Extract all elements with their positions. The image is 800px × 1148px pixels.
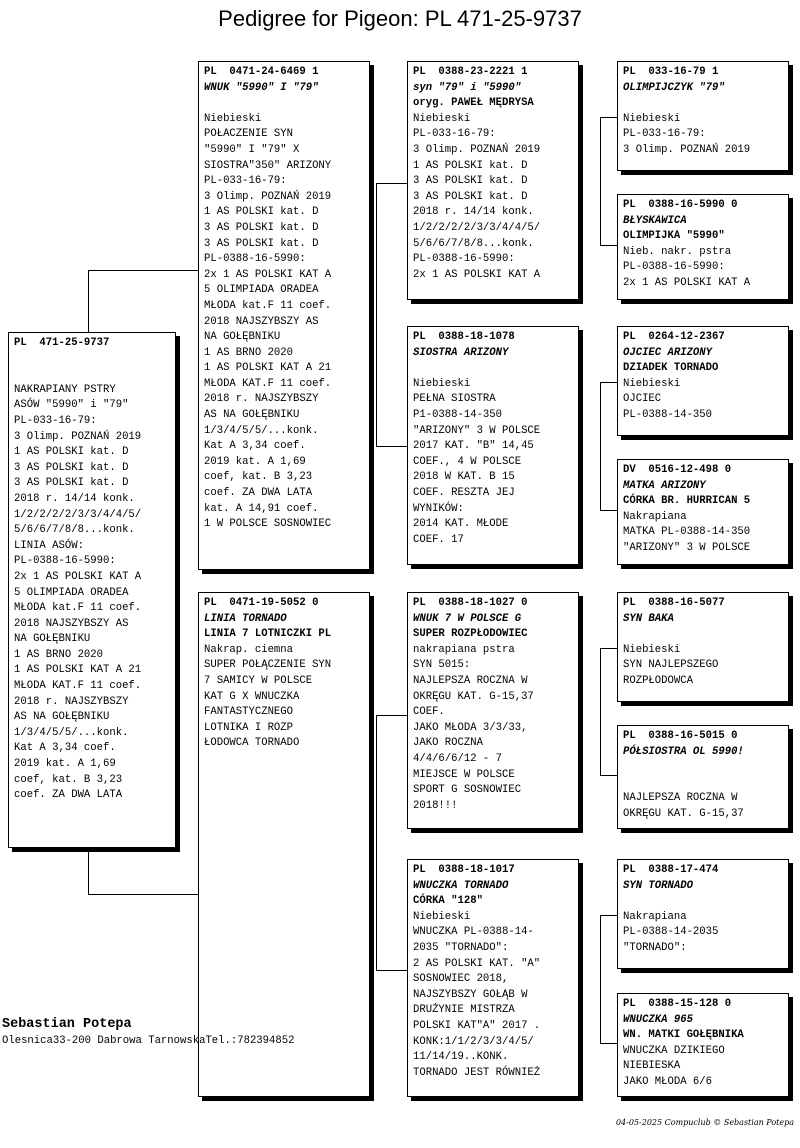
connector-line: [376, 183, 408, 184]
detail-line: 3 AS POLSKI kat. D: [14, 477, 129, 490]
detail-line: 2014 KAT. MŁODE: [413, 518, 509, 531]
detail-line: 3 AS POLSKI kat. D: [413, 175, 528, 188]
pigeon-name: BŁYSKAWICA: [623, 214, 687, 227]
connector-line: [376, 970, 408, 971]
card-details: [623, 894, 783, 956]
card-details: [623, 377, 783, 424]
detail-line: COEF.: [413, 706, 445, 719]
detail-line: [413, 361, 573, 377]
detail-line: [623, 776, 783, 792]
detail-line: Tel.:782394852: [205, 1035, 295, 1047]
detail-line: 3 AS POLSKI kat. D: [204, 237, 319, 250]
connector-line: [600, 117, 618, 118]
ring-number: PL 0388-18-1078: [413, 331, 515, 343]
card-details: [623, 760, 783, 822]
connector-line: [600, 915, 601, 1043]
connector-line: [376, 715, 408, 716]
ring-number: PL 471-25-9737: [14, 337, 110, 349]
detail-line: nakrapiana pstra: [413, 643, 515, 656]
detail-line: NAJSZYBSZY GOŁĄB W: [413, 988, 528, 1001]
detail-line: 3 AS POLSKI kat. D: [413, 190, 528, 203]
detail-line: 1 W POLSCE SOSNOWIEC: [204, 518, 332, 531]
detail-line: Niebieski: [623, 643, 681, 656]
footer-credit: 04-05-2025 Compuclub © Sebastian Potepa: [615, 1118, 794, 1127]
connector-line: [88, 894, 200, 895]
detail-line: POŁACZENIE SYN: [204, 128, 294, 141]
detail-line: SPORT G SOSNOWIEC: [413, 784, 522, 797]
detail-line: JAKO MŁODA 6/6: [623, 1075, 713, 1088]
detail-line: 1 AS BRNO 2020: [14, 648, 104, 661]
detail-line: 2035 "TORNADO":: [413, 941, 509, 954]
pigeon-strain: WN. MATKI GOŁĘBNIKA: [623, 1029, 744, 1042]
detail-line: ROZPŁODOWCA: [623, 674, 693, 687]
detail-line: "TORNADO":: [623, 941, 687, 954]
pigeon-card-gen3-3[interactable]: [407, 592, 579, 829]
pigeon-card-gen4-5[interactable]: [617, 592, 789, 702]
detail-line: "5990" I "79" X: [204, 143, 300, 156]
detail-line: PL-033-16-79:: [413, 128, 496, 141]
detail-line: SOSNOWIEC 2018,: [413, 973, 509, 986]
detail-line: [14, 367, 170, 383]
detail-line: Nakrapiana: [623, 910, 687, 923]
detail-line: 2018 NAJSZYBSZY AS: [204, 315, 319, 328]
pigeon-card-gen3-4[interactable]: [407, 859, 579, 1097]
pigeon-card-gen4-2[interactable]: [617, 194, 789, 300]
detail-line: 4/4/6/6/12 - 7: [413, 752, 503, 765]
connector-line: [600, 775, 618, 776]
card-details: [623, 245, 783, 292]
card-details: [623, 627, 783, 689]
detail-line: 2018 NAJSZYBSZY AS: [14, 617, 129, 630]
detail-line: 2018 r. NAJSZYBSZY: [14, 695, 129, 708]
detail-line: 2x 1 AS POLSKI KAT A: [14, 570, 142, 583]
detail-line: PL-0388-16-5990:: [413, 253, 515, 266]
detail-line: Nieb. nakr. pstra: [623, 245, 732, 258]
detail-line: WNUCZKA PL-0388-14-: [413, 926, 534, 939]
detail-line: NA GOŁĘBNIKU: [14, 633, 91, 646]
detail-line: 3 Olimp. POZNAŃ 2019: [413, 143, 541, 156]
detail-line: TORNADO JEST RÓWNIEŻ: [413, 1066, 541, 1079]
card-details: [14, 352, 170, 804]
detail-line: MŁODA KAT.F 11 coef.: [14, 680, 142, 693]
detail-line: 2018 r. 14/14 konk.: [413, 206, 534, 219]
detail-line: ASÓW "5990" i "79": [14, 399, 129, 412]
pigeon-card-gen4-4[interactable]: [617, 459, 789, 565]
detail-line: 5 OLIMPIADA ORADEA: [14, 586, 129, 599]
detail-line: 1 AS POLSKI kat. D: [413, 159, 528, 172]
card-details: [204, 643, 364, 752]
detail-line: COEF., 4 W POLSCE: [413, 455, 522, 468]
detail-line: NAJLEPSZA ROCZNA W: [623, 792, 738, 805]
detail-line: MIEJSCE W POLSCE: [413, 768, 515, 781]
page-title: Pedigree for Pigeon: PL 471-25-9737: [218, 6, 582, 31]
connector-line: [600, 1043, 618, 1044]
detail-line: PL-033-16-79:: [623, 128, 706, 141]
detail-line: 1/2/2/2/2/3/3/4/4/5/: [413, 221, 541, 234]
card-details: [413, 361, 573, 548]
owner-info: [2, 1016, 294, 1050]
detail-line: Niebieski: [413, 910, 471, 923]
detail-line: Niebieski: [413, 377, 471, 390]
detail-line: 3 AS POLSKI kat. D: [204, 221, 319, 234]
detail-line: [623, 894, 783, 910]
pigeon-strain: oryg. PAWEŁ MĘDRYSA: [413, 97, 534, 110]
detail-line: OJCIEC: [623, 393, 662, 406]
detail-line: coef. ZA DWA LATA: [14, 789, 123, 802]
connector-line: [600, 510, 618, 511]
detail-line: 7 SAMICY W POLSCE: [204, 674, 313, 687]
detail-line: 1 AS POLSKI kat. D: [14, 446, 129, 459]
ring-number: PL 0471-19-5052 0: [204, 597, 319, 609]
detail-line: PL-0388-14-2035: [623, 926, 719, 939]
connector-line: [600, 648, 601, 775]
detail-line: PL-0388-16-5990:: [14, 555, 116, 568]
detail-line: coef. ZA DWA LATA: [204, 487, 313, 500]
pigeon-card-sire[interactable]: [198, 61, 370, 570]
pigeon-name: OLIMPIJCZYK "79": [623, 81, 725, 94]
ring-number: PL 0388-18-1027 0: [413, 597, 528, 609]
pigeon-card-gen4-3[interactable]: [617, 326, 789, 436]
detail-line: Olesnica: [2, 1035, 53, 1047]
detail-line: MŁODA kat.F 11 coef.: [204, 299, 332, 312]
detail-line: "ARIZONY" 3 W POLSCE: [623, 541, 751, 554]
detail-line: 2x 1 AS POLSKI KAT A: [413, 268, 541, 281]
detail-line: 1/3/4/5/5/...konk.: [14, 726, 129, 739]
pigeon-name: SYN TORNADO: [623, 879, 693, 892]
ring-number: PL 0388-23-2221 1: [413, 66, 528, 78]
pigeon-strain: DZIADEK TORNADO: [623, 362, 719, 375]
connector-line: [600, 382, 618, 383]
detail-line: [14, 352, 170, 368]
detail-line: 3 Olimp. POZNAŃ 2019: [204, 190, 332, 203]
ring-number: PL 0388-16-5077: [623, 597, 725, 609]
detail-line: 2018!!!: [413, 799, 458, 812]
detail-line: [623, 627, 783, 643]
detail-line: COEF. 17: [413, 533, 464, 546]
detail-line: 3 Olimp. POZNAŃ 2019: [14, 430, 142, 443]
detail-line: Niebieski: [623, 112, 681, 125]
pigeon-card-gen3-1[interactable]: [407, 61, 579, 300]
detail-line: [623, 760, 783, 776]
detail-line: coef, kat. B 3,23: [14, 773, 123, 786]
detail-line: 2018 r. NAJSZYBSZY: [204, 393, 319, 406]
ring-number: DV 0516-12-498 0: [623, 464, 732, 476]
ring-number: PL 0388-17-474: [623, 864, 719, 876]
pigeon-card-gen4-7[interactable]: [617, 859, 789, 969]
card-details: [413, 910, 573, 1082]
detail-line: 1/3/4/5/5/...konk.: [204, 424, 319, 437]
pigeon-name: MATKA ARIZONY: [623, 479, 706, 492]
card-details: [623, 510, 783, 557]
detail-line: KONK:1/1/2/3/3/4/5/: [413, 1035, 534, 1048]
pigeon-card-gen4-1[interactable]: [617, 61, 789, 171]
detail-line: MŁODA KAT.F 11 coef.: [204, 377, 332, 390]
pigeon-strain: CÓRKA BR. HURRICAN 5: [623, 495, 751, 508]
detail-line: 2019 kat. A 1,69: [14, 758, 116, 771]
owner-name: Sebastian Potepa: [2, 1017, 132, 1032]
detail-line: MŁODA kat.F 11 coef.: [14, 602, 142, 615]
detail-line: 2018 r. 14/14 konk.: [14, 492, 135, 505]
pigeon-strain: CÓRKA "128": [413, 895, 483, 908]
pigeon-card-subject[interactable]: [8, 332, 176, 848]
pigeon-name: SYN BAKA: [623, 612, 674, 625]
detail-line: PL-033-16-79:: [204, 175, 287, 188]
ring-number: PL 0264-12-2367: [623, 331, 725, 343]
detail-line: SIOSTRA"350" ARIZONY: [204, 159, 332, 172]
detail-line: PL-0388-14-350: [623, 408, 713, 421]
connector-line: [600, 117, 601, 245]
ring-number: PL 0388-16-5015 0: [623, 730, 738, 742]
ring-number: PL 0388-15-128 0: [623, 998, 732, 1010]
detail-line: POLSKI KAT"A" 2017 .: [413, 1019, 541, 1032]
card-details: [413, 643, 573, 815]
card-details: [413, 112, 573, 284]
detail-line: 11/14/19..KONK.: [413, 1051, 509, 1064]
detail-line: PL-033-16-79:: [14, 414, 97, 427]
detail-line: 2x 1 AS POLSKI KAT A: [204, 268, 332, 281]
pigeon-card-gen3-2[interactable]: [407, 326, 579, 565]
detail-line: 2017 KAT. "B" 14,45: [413, 440, 534, 453]
connector-line: [88, 270, 200, 271]
detail-line: FANTASTYCZNEGO: [204, 706, 294, 719]
detail-line: JAKO ROCZNA: [413, 737, 483, 750]
detail-line: 5/6/6/7/8/8...konk.: [413, 237, 534, 250]
detail-line: NIEBIESKA: [623, 1060, 681, 1073]
connector-line: [376, 715, 377, 970]
detail-line: 1 AS POLSKI KAT A 21: [14, 664, 142, 677]
detail-line: 3 AS POLSKI kat. D: [14, 461, 129, 474]
pigeon-name: PÓŁSIOSTRA OL 5990!: [623, 745, 744, 758]
detail-line: SYN 5015:: [413, 659, 471, 672]
detail-line: NA GOŁĘBNIKU: [204, 331, 281, 344]
detail-line: Kat A 3,34 coef.: [14, 742, 116, 755]
detail-line: OKRĘGU KAT. G-15,37: [623, 807, 744, 820]
detail-line: PL-0388-16-5990:: [623, 261, 725, 274]
detail-line: PL-0388-16-5990:: [204, 253, 306, 266]
pigeon-name: WNUCZKA 965: [623, 1013, 693, 1026]
detail-line: WYNIKÓW:: [413, 502, 464, 515]
pigeon-name: LINIA TORNADO: [204, 612, 287, 625]
detail-line: Nakrapiana: [623, 510, 687, 523]
ring-number: PL 0388-16-5990 0: [623, 199, 738, 211]
detail-line: 3 Olimp. POZNAŃ 2019: [623, 143, 751, 156]
detail-line: 5 OLIMPIADA ORADEA: [204, 284, 319, 297]
detail-line: NAJLEPSZA ROCZNA W: [413, 674, 528, 687]
detail-line: COEF. RESZTA JEJ: [413, 486, 515, 499]
owner-details: [2, 1034, 294, 1050]
card-details: [623, 96, 783, 158]
detail-line: JAKO MŁODA 3/3/33,: [413, 721, 528, 734]
ring-number: PL 0388-18-1017: [413, 864, 515, 876]
detail-line: 2x 1 AS POLSKI KAT A: [623, 276, 751, 289]
card-details: [623, 1044, 783, 1091]
pigeon-strain: LINIA 7 LOTNICZKI PL: [204, 628, 332, 641]
detail-line: 1/2/2/2/2/3/3/4/4/5/: [14, 508, 142, 521]
detail-line: 33-200 Dabrowa Tarnowska: [52, 1035, 206, 1047]
connector-line: [376, 446, 408, 447]
detail-line: LOTNIKA I ROZP: [204, 721, 294, 734]
detail-line: 1 AS BRNO 2020: [204, 346, 294, 359]
detail-line: coef, kat. B 3,23: [204, 471, 313, 484]
detail-line: 2019 kat. A 1,69: [204, 455, 306, 468]
ring-number: PL 0471-24-6469 1: [204, 66, 319, 78]
detail-line: ŁODOWCA TORNADO: [204, 737, 300, 750]
pigeon-name: OJCIEC ARIZONY: [623, 346, 713, 359]
detail-line: AS NA GOŁĘBNIKU: [204, 409, 300, 422]
detail-line: SUPER POŁĄCZENIE SYN: [204, 659, 332, 672]
connector-line: [600, 245, 618, 246]
detail-line: kat. A 14,91 coef.: [204, 502, 319, 515]
detail-line: MATKA PL-0388-14-350: [623, 526, 751, 539]
ring-number: PL 033-16-79 1: [623, 66, 719, 78]
detail-line: AS NA GOŁĘBNIKU: [14, 711, 110, 724]
detail-line: NAKRAPIANY PSTRY: [14, 383, 116, 396]
detail-line: Niebieski: [413, 112, 471, 125]
detail-line: SYN NAJLEPSZEGO: [623, 659, 719, 672]
pigeon-card-gen4-8[interactable]: [617, 993, 789, 1097]
detail-line: PEŁNA SIOSTRA: [413, 393, 496, 406]
detail-line: [204, 96, 364, 112]
detail-line: 5/6/6/7/8/8...konk.: [14, 524, 135, 537]
connector-line: [600, 382, 601, 510]
detail-line: [623, 96, 783, 112]
pigeon-name: syn "79" i "5990": [413, 81, 522, 94]
detail-line: P1-0388-14-350: [413, 408, 503, 421]
pigeon-name: WNUK "5990" I "79": [204, 81, 319, 94]
pigeon-strain: OLIMPIJKA "5990": [623, 230, 725, 243]
pigeon-name: WNUCZKA TORNADO: [413, 879, 509, 892]
detail-line: "ARIZONY" 3 W POLSCE: [413, 424, 541, 437]
detail-line: 1 AS POLSKI KAT A 21: [204, 362, 332, 375]
detail-line: Niebieski: [204, 112, 262, 125]
card-details: [204, 96, 364, 533]
connector-line: [600, 648, 618, 649]
detail-line: Nakrap. ciemna: [204, 643, 294, 656]
connector-line: [376, 183, 377, 446]
detail-line: DRUŻYNIE MISTRZA: [413, 1004, 515, 1017]
detail-line: WNUCZKA DZIKIEGO: [623, 1044, 725, 1057]
pigeon-name: SIOSTRA ARIZONY: [413, 346, 509, 359]
detail-line: OKRĘGU KAT. G-15,37: [413, 690, 534, 703]
detail-line: 1 AS POLSKI kat. D: [204, 206, 319, 219]
detail-line: KAT G X WNUCZKA: [204, 690, 300, 703]
detail-line: 2 AS POLSKI KAT. "A": [413, 957, 541, 970]
pigeon-strain: SUPER ROZPŁODOWIEC: [413, 628, 528, 641]
detail-line: Niebieski: [623, 377, 681, 390]
detail-line: LINIA ASÓW:: [14, 539, 84, 552]
connector-line: [600, 915, 618, 916]
detail-line: Kat A 3,34 coef.: [204, 440, 306, 453]
detail-line: 2018 W KAT. B 15: [413, 471, 515, 484]
pigeon-card-gen4-6[interactable]: [617, 725, 789, 829]
pigeon-name: WNUK 7 W POLSCE G: [413, 612, 522, 625]
